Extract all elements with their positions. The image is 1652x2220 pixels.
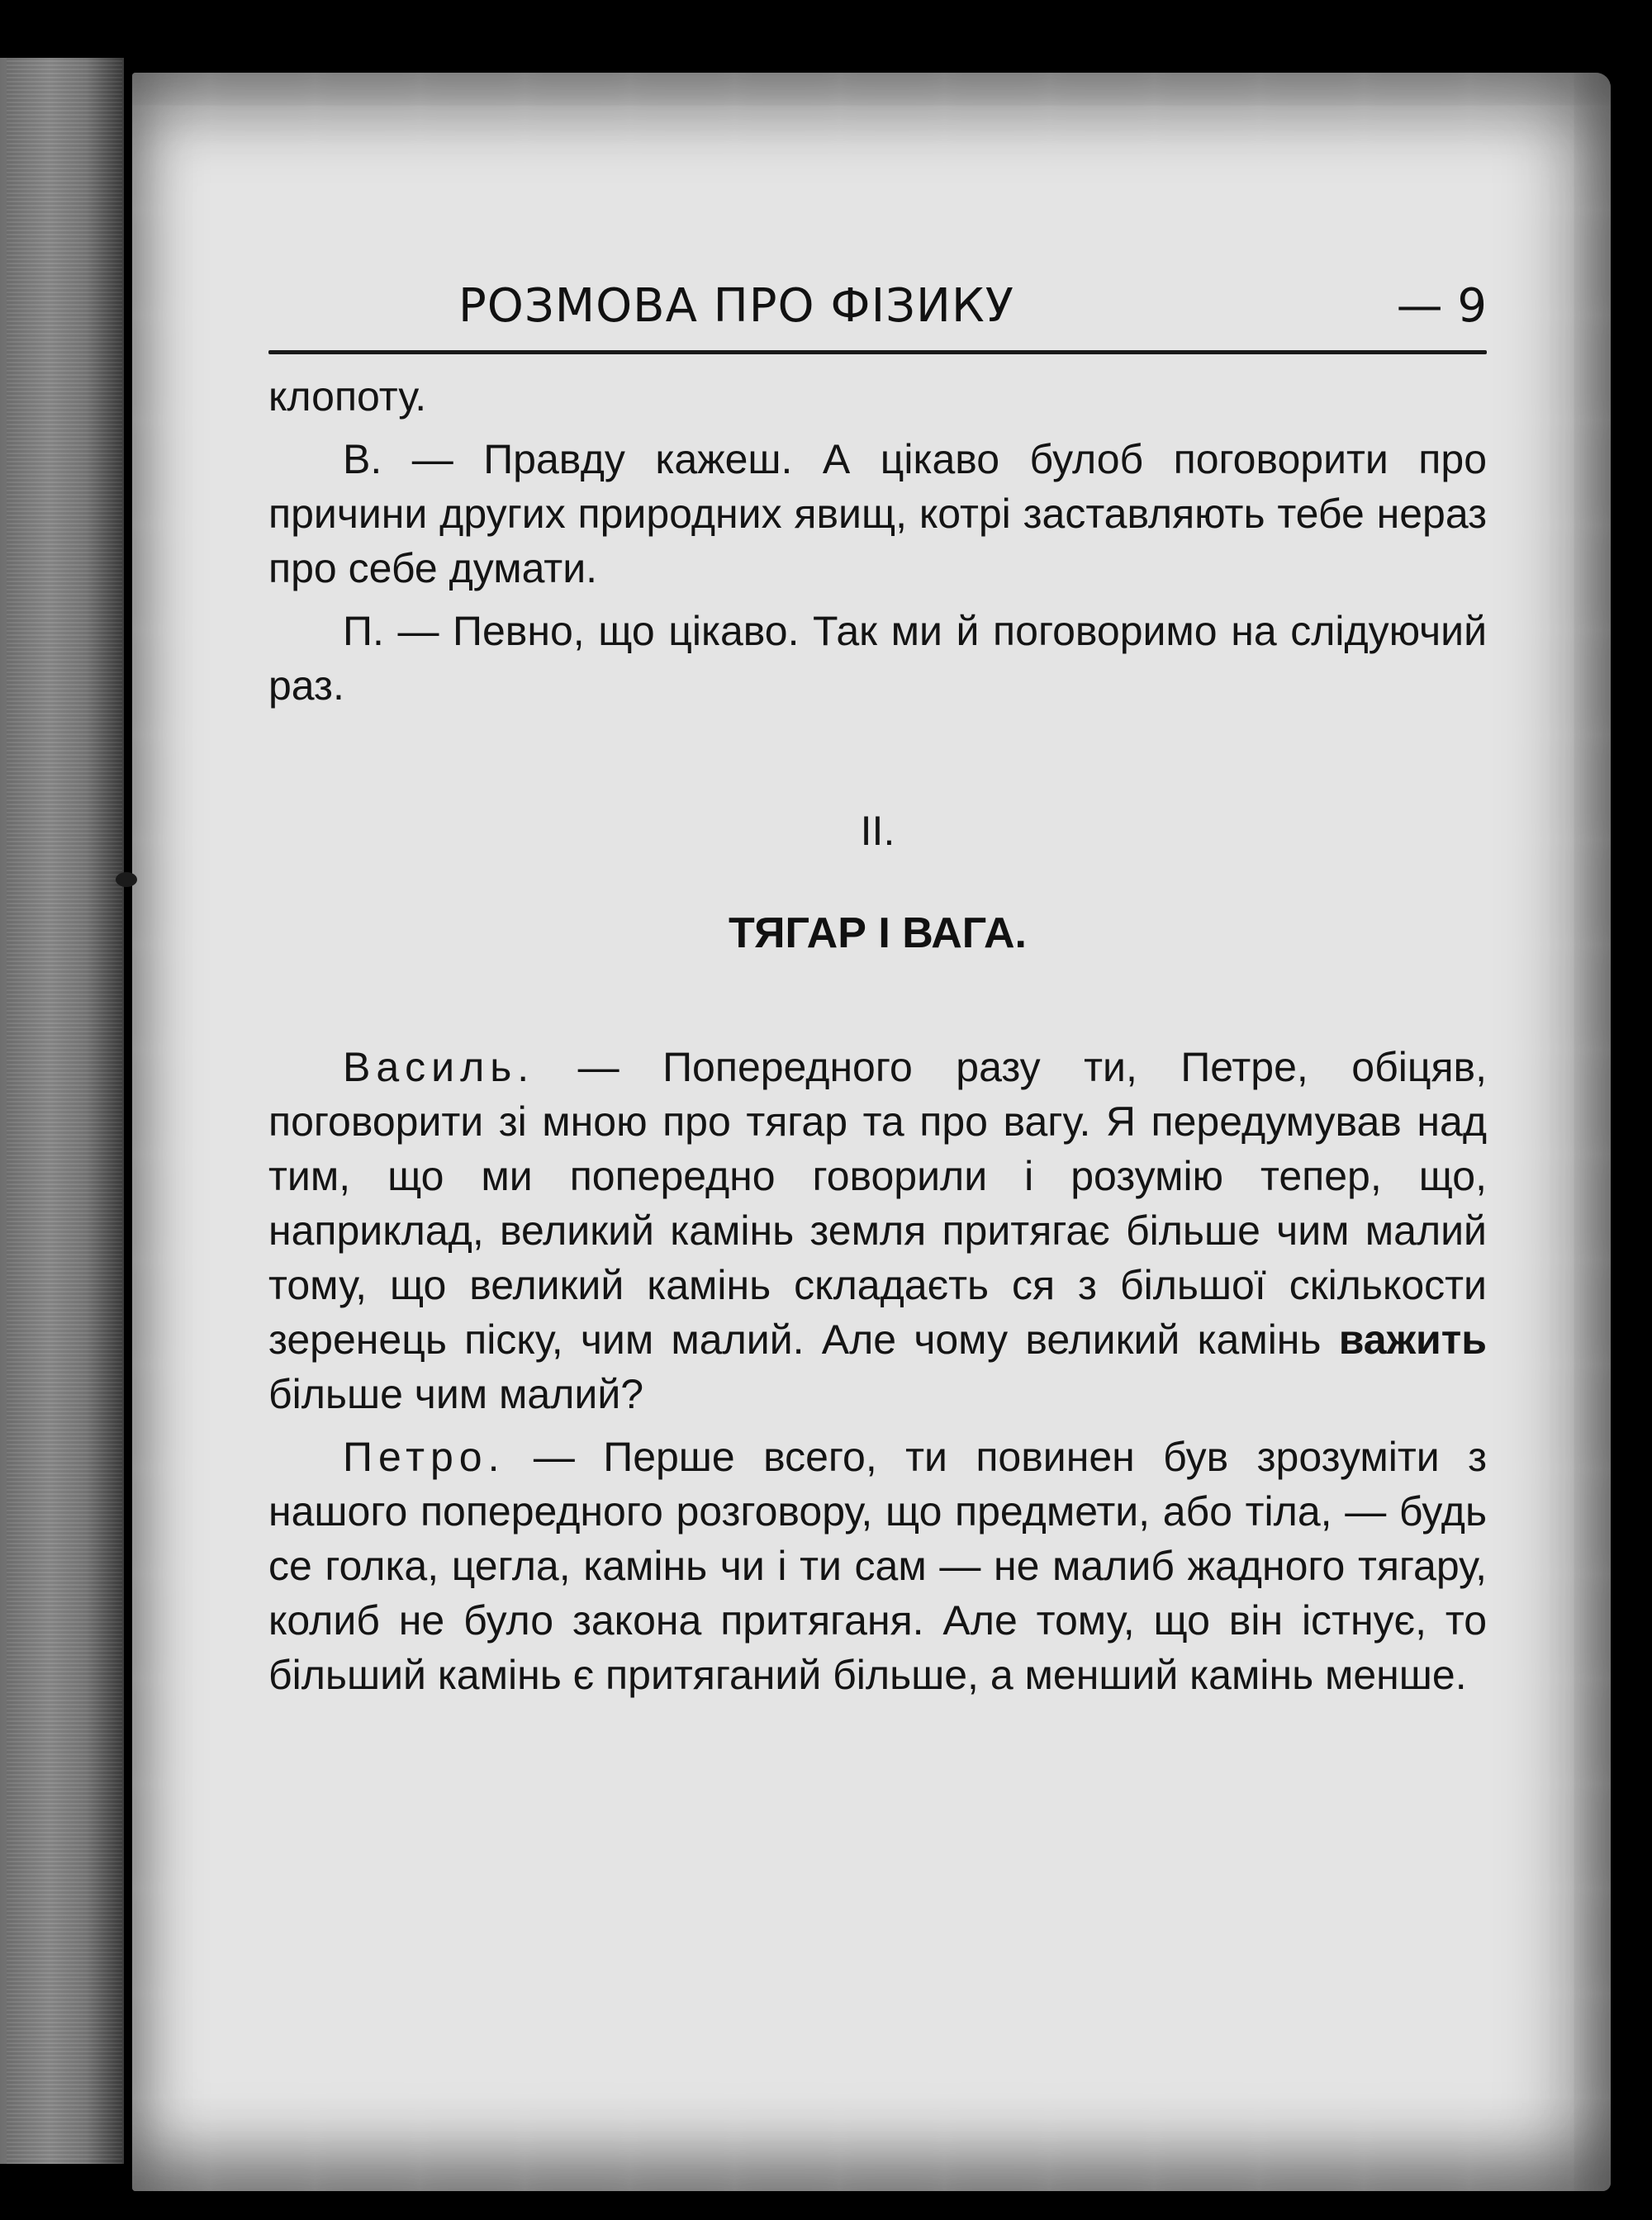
page-number: — 9 (1396, 279, 1487, 333)
header-rule (268, 350, 1487, 354)
speaker-label: Василь. (343, 1044, 535, 1090)
speaker-label: Петро. (343, 1434, 506, 1480)
speaker-label: П. (343, 608, 384, 654)
continuation-text: клопоту. (268, 373, 427, 420)
emphasized-word: важить (1338, 1316, 1487, 1363)
section-number: II. (860, 808, 895, 854)
dialogue-text: більше чим малий? (268, 1371, 644, 1417)
dialogue-text: — Попередного разу ти, Петре, обіцяв, поговорити зі мною про тягар та про вагу. Я передумував над тим, що ми попередно говорили і розумію тепер, що, наприклад, великий камінь земля притягає більше чим малий тому, що великий камінь складаєть ся з більшої скількости зеренець піску, чим малий. Але чому великий камінь (268, 1044, 1487, 1363)
running-title: РОЗМОВА ПРО ФІЗИКУ (458, 279, 1014, 333)
ink-speck (116, 872, 137, 887)
dialogue-paragraph-vasyl (268, 1040, 1487, 1421)
page-header (268, 279, 1487, 345)
body-text (268, 369, 1487, 1702)
dialogue-text: — Перше всего, ти повинен був зрозуміти з нашого попередного розговору, що предмети, або тіла, — будь се голка, цегла, камінь чи і ти сам — не малиб жадного тягару, колиб не було закона притяганя. Але тому, що він істнує, то більший камінь є притяганий більше, а менший камінь менше. (268, 1434, 1487, 1698)
speaker-label: В. (343, 436, 382, 482)
dialogue-text: — Певно, що цікаво. Так ми й поговоримо на слідуючий раз. (268, 608, 1487, 709)
dialogue-paragraph-petro (268, 1430, 1487, 1702)
page-content (268, 279, 1487, 1710)
dialogue-paragraph-p (268, 604, 1487, 713)
continuation-line (268, 369, 1487, 424)
dialogue-paragraph-v (268, 432, 1487, 595)
section-title: ТЯГАР І ВАГА. (729, 909, 1027, 957)
previous-page-edge (0, 58, 124, 2164)
book-page (132, 73, 1611, 2191)
dialogue-text: — Правду кажеш. А цікаво булоб поговорити про причини других природних явищ, котрі заставляють тебе нераз про себе думати. (268, 436, 1487, 591)
